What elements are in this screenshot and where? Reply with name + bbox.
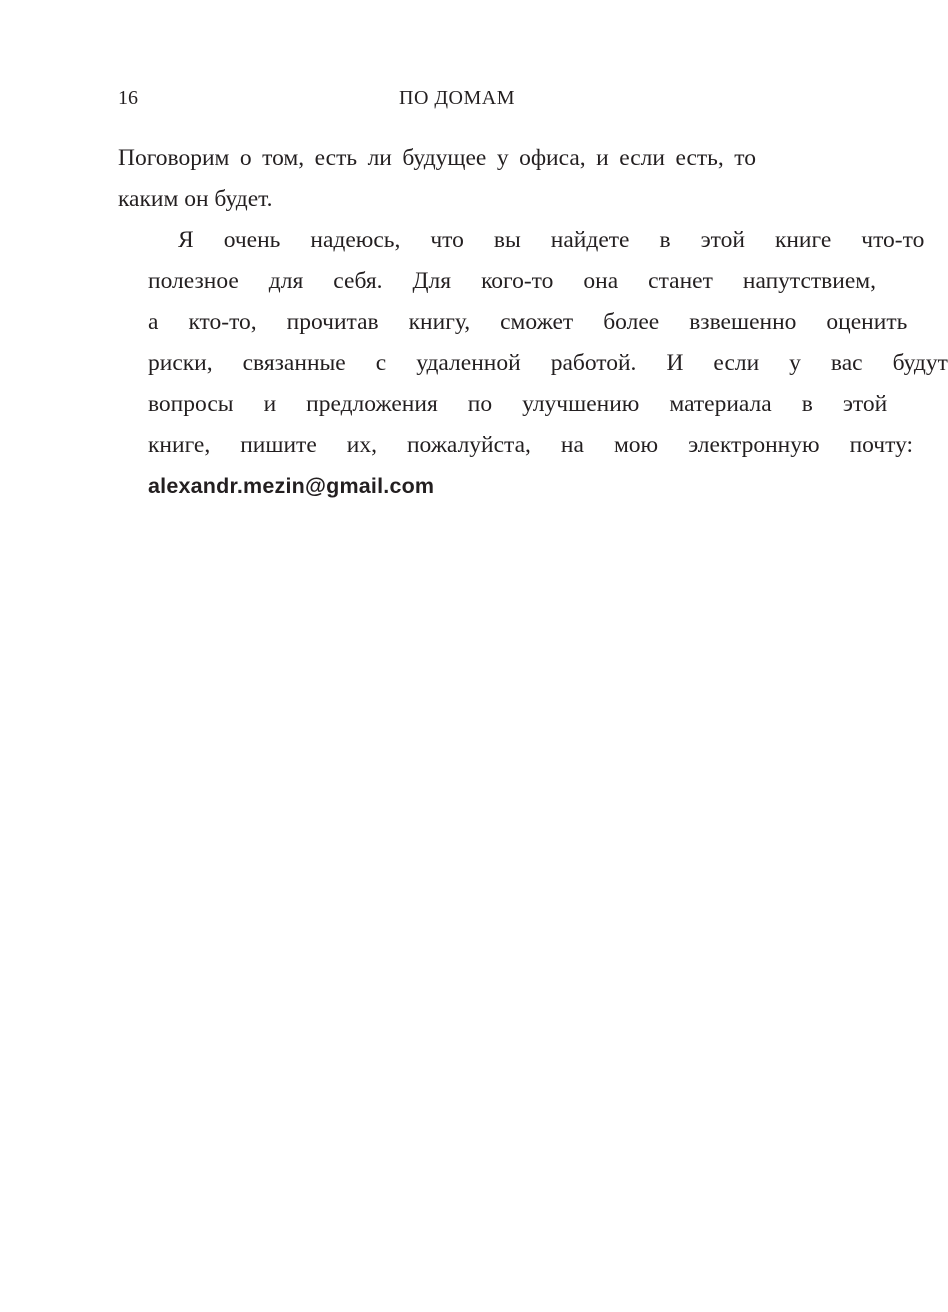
running-head [118, 84, 756, 112]
paragraph-2 [118, 220, 948, 507]
text-line: полезное для себя. Для кого-то она станет напутствием, [148, 268, 877, 294]
paragraph-1 [118, 138, 756, 220]
text-line: риски, связанные с удаленной работой. И если у вас будут [148, 350, 948, 376]
text-line: вопросы и предложения по улучшению материала в этой [148, 391, 888, 417]
text-line: а кто-то, прочитав книгу, сможет более взвешенно оценить [148, 309, 908, 335]
book-title: ПО ДОМАМ [399, 87, 515, 109]
text-line: Я очень надеюсь, что вы найдете в этой книге что-то [178, 227, 925, 253]
page-number: 16 [118, 87, 138, 109]
text-line: книге, пишите их, пожалуйста, на мою электронную почту: [148, 432, 914, 458]
text-line: Поговорим о том, есть ли будущее у офиса, и если есть, то [118, 145, 756, 171]
email-address: alexandr.mezin@gmail.com [148, 474, 435, 498]
text-line: каким он будет. [118, 186, 273, 212]
body-text [118, 138, 948, 507]
